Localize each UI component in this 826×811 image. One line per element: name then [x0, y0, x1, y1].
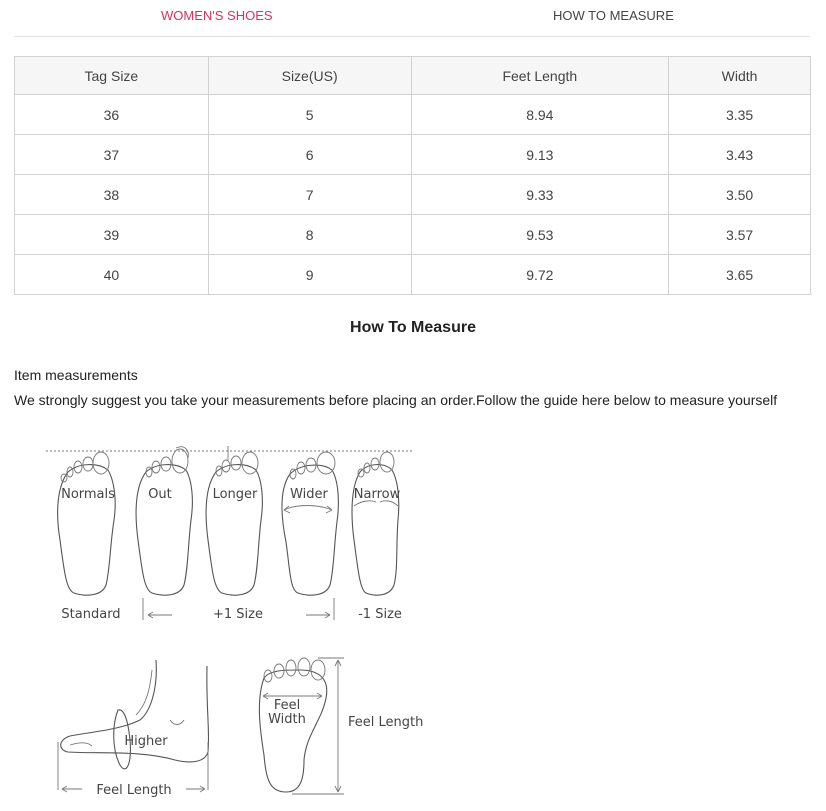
- cell-tag-size: 38: [15, 175, 209, 215]
- item-measurements-text: Item measurements: [14, 367, 138, 383]
- label-standard: Standard: [61, 607, 121, 622]
- table-row: [15, 215, 811, 255]
- table-header-row: [15, 57, 811, 95]
- header-size-us: Size(US): [208, 57, 411, 95]
- cell-size-us: 8: [208, 215, 411, 255]
- how-to-measure-heading: How To Measure: [350, 319, 476, 336]
- cell-width: 3.50: [669, 175, 811, 215]
- cell-width: 3.65: [669, 255, 811, 295]
- cell-tag-size: 39: [15, 215, 209, 255]
- label-narrow: Narrow: [353, 487, 401, 502]
- cell-feet-length: 9.13: [411, 135, 669, 175]
- foot-normals-icon: [58, 452, 116, 595]
- cell-width: 3.35: [669, 95, 811, 135]
- cell-feet-length: 8.94: [411, 95, 669, 135]
- table-row: [15, 175, 811, 215]
- foot-longer-icon: [206, 446, 262, 595]
- measurement-advice-text: We strongly suggest you take your measurements before placing an order.Follow the guide here below to measure yourself: [14, 392, 778, 408]
- cell-size-us: 5: [208, 95, 411, 135]
- cell-size-us: 7: [208, 175, 411, 215]
- label-out: Out: [148, 487, 172, 502]
- cell-feet-length: 9.33: [411, 175, 669, 215]
- header-feet-length: Feet Length: [411, 57, 669, 95]
- foot-out-icon: [136, 447, 192, 595]
- label-higher: Higher: [124, 734, 168, 749]
- tab-womens-shoes[interactable]: WOMEN'S SHOES: [161, 8, 273, 23]
- cell-tag-size: 37: [15, 135, 209, 175]
- foot-wider-icon: [282, 452, 338, 595]
- label-plus-one-size: +1 Size: [213, 607, 263, 622]
- header-width: Width: [669, 57, 811, 95]
- foot-narrow-icon: [352, 452, 399, 595]
- label-longer: Longer: [212, 487, 258, 502]
- cell-feet-length: 9.53: [411, 215, 669, 255]
- label-minus-one-size: -1 Size: [358, 607, 402, 622]
- cell-width: 3.43: [669, 135, 811, 175]
- label-normals: Normals: [61, 487, 115, 502]
- cell-size-us: 6: [208, 135, 411, 175]
- table-row: [15, 255, 811, 295]
- cell-feet-length: 9.72: [411, 255, 669, 295]
- cell-tag-size: 36: [15, 95, 209, 135]
- cell-tag-size: 40: [15, 255, 209, 295]
- foot-measure-guide-illustration: [0, 420, 430, 805]
- label-top-feel-length: Feel Length: [348, 715, 424, 730]
- label-wider: Wider: [290, 487, 328, 502]
- table-row: [15, 135, 811, 175]
- tab-how-to-measure[interactable]: HOW TO MEASURE: [553, 8, 674, 23]
- cell-size-us: 9: [208, 255, 411, 295]
- cell-width: 3.57: [669, 215, 811, 255]
- label-feel: Feel: [273, 698, 301, 713]
- foot-side-view-icon: [58, 660, 209, 792]
- label-width: Width: [268, 712, 306, 727]
- table-row: [15, 95, 811, 135]
- header-tag-size: Tag Size: [15, 57, 209, 95]
- tab-bar: [14, 0, 810, 37]
- label-side-feel-length: Feel Length: [96, 783, 172, 798]
- size-chart-table: [14, 56, 811, 295]
